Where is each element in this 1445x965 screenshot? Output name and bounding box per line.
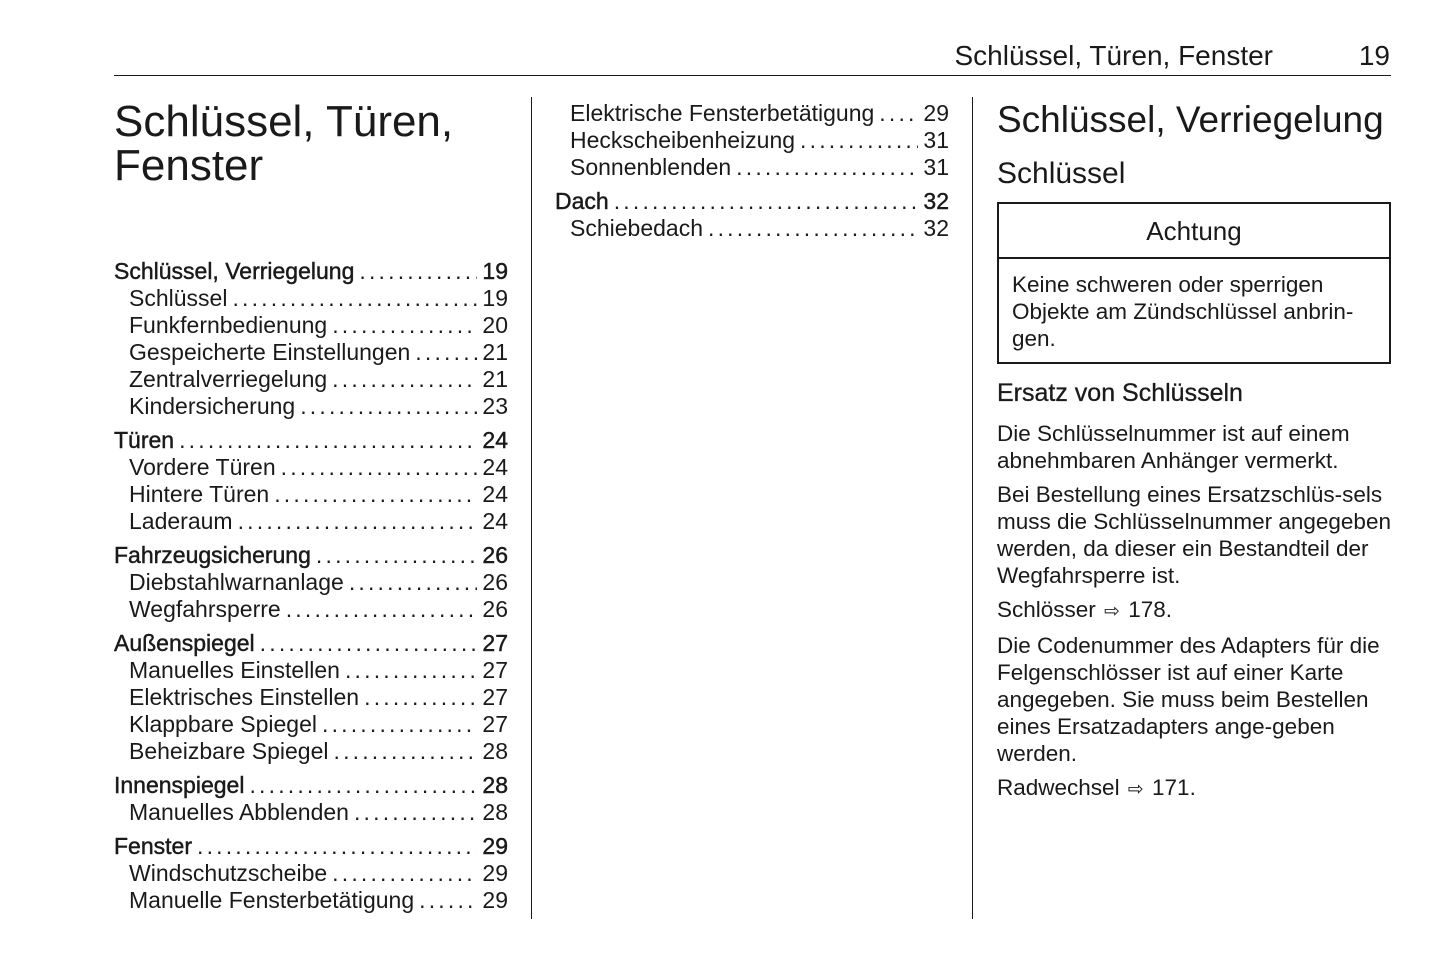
toc-label: Fenster bbox=[114, 833, 192, 859]
paragraph bbox=[997, 420, 1391, 474]
dot-leader bbox=[249, 772, 477, 799]
toc-label: Schiebedach bbox=[570, 215, 703, 241]
dot-leader bbox=[419, 887, 477, 914]
toc-label: Diebstahlwarnanlage bbox=[129, 569, 344, 595]
toc-chapter-entry[interactable] bbox=[114, 630, 508, 657]
toc-page-number: 28 bbox=[482, 772, 508, 798]
toc-entry[interactable] bbox=[555, 215, 949, 242]
toc-entry[interactable] bbox=[555, 127, 949, 154]
toc-page-number: 27 bbox=[482, 711, 508, 737]
toc-page-number: 28 bbox=[482, 799, 508, 825]
toc-label: Dach bbox=[555, 188, 609, 214]
toc-entry[interactable] bbox=[114, 454, 508, 481]
toc-page-number: 21 bbox=[482, 339, 508, 365]
dot-leader bbox=[232, 285, 477, 312]
toc-entry[interactable] bbox=[114, 799, 508, 826]
cross-reference-arrow-icon: ⇨ bbox=[1127, 779, 1144, 800]
toc-page-number: 24 bbox=[482, 454, 508, 480]
warning-box bbox=[997, 202, 1391, 364]
toc-page-number: 27 bbox=[482, 630, 508, 656]
dot-leader bbox=[354, 799, 477, 826]
dot-leader bbox=[708, 215, 918, 242]
toc-page-number: 26 bbox=[482, 542, 508, 568]
toc-group bbox=[555, 188, 949, 242]
warning-text: Keine schweren oder sperrigen Objekte am Zündschlüssel anbrin-gen. bbox=[1012, 272, 1354, 351]
toc-page-number: 29 bbox=[923, 100, 949, 126]
toc-label: Gespeicherte Einstellungen bbox=[129, 339, 411, 365]
toc-label: Windschutzscheibe bbox=[129, 860, 328, 886]
chapter-title-line: Schlüssel, Türen, bbox=[114, 97, 454, 146]
subsubsection-title: Ersatz von Schlüsseln bbox=[997, 379, 1243, 407]
dot-leader bbox=[238, 508, 478, 535]
toc-entry[interactable] bbox=[114, 339, 508, 366]
dot-leader bbox=[415, 339, 477, 366]
dot-leader bbox=[300, 393, 477, 420]
toc-chapter-entry[interactable] bbox=[114, 772, 508, 799]
toc-entry[interactable] bbox=[114, 684, 508, 711]
toc-label: Türen bbox=[114, 427, 175, 453]
toc-label: Klappbare Spiegel bbox=[129, 711, 317, 737]
section-content bbox=[997, 98, 1391, 810]
toc-chapter-entry[interactable] bbox=[114, 258, 508, 285]
toc-entry[interactable] bbox=[114, 312, 508, 339]
toc-page-number: 29 bbox=[482, 833, 508, 859]
toc-label: Schlüssel bbox=[129, 285, 228, 311]
toc-label: Fahrzeugsicherung bbox=[114, 542, 311, 568]
toc-entry[interactable] bbox=[114, 711, 508, 738]
dot-leader bbox=[316, 542, 478, 569]
toc-entry[interactable] bbox=[555, 100, 949, 127]
dot-leader bbox=[179, 427, 477, 454]
dot-leader bbox=[332, 860, 477, 887]
page-number: 19 bbox=[1358, 40, 1390, 71]
toc-page-number: 29 bbox=[482, 860, 508, 886]
toc-label: Manuelle Fensterbetätigung bbox=[129, 887, 415, 913]
toc-group bbox=[114, 542, 508, 623]
toc-page-number: 32 bbox=[923, 215, 949, 241]
toc-page-number: 19 bbox=[482, 258, 508, 284]
toc-label: Hintere Türen bbox=[129, 481, 270, 507]
toc-chapter-entry[interactable] bbox=[114, 542, 508, 569]
toc-label: Elektrische Fensterbetätigung bbox=[570, 100, 875, 126]
toc-label: Sonnenblenden bbox=[570, 154, 732, 180]
dot-leader bbox=[879, 100, 918, 127]
dot-leader bbox=[364, 684, 477, 711]
toc-page-number: 32 bbox=[923, 188, 949, 214]
running-header-title: Schlüssel, Türen, Fenster bbox=[954, 40, 1273, 71]
dot-leader bbox=[274, 481, 477, 508]
toc-entry[interactable] bbox=[114, 657, 508, 684]
paragraph bbox=[997, 481, 1391, 589]
paragraph-text: Schlösser bbox=[997, 597, 1096, 622]
toc-page-number: 26 bbox=[482, 596, 508, 622]
cross-reference-link[interactable]: 171. bbox=[1152, 775, 1196, 800]
toc-group bbox=[114, 258, 508, 420]
toc-entry[interactable] bbox=[114, 860, 508, 887]
toc-label: Laderaum bbox=[129, 508, 233, 534]
toc-entry[interactable] bbox=[114, 481, 508, 508]
toc-page-number: 21 bbox=[482, 366, 508, 392]
toc-label: Innenspiegel bbox=[114, 772, 245, 798]
toc-label: Zentralverriegelung bbox=[129, 366, 328, 392]
dot-leader bbox=[349, 569, 478, 596]
toc-group bbox=[114, 630, 508, 765]
section-title: Schlüssel, Verriegelung bbox=[997, 99, 1384, 140]
dot-leader bbox=[286, 596, 478, 623]
toc-label: Kindersicherung bbox=[129, 393, 296, 419]
toc-page-number: 19 bbox=[482, 285, 508, 311]
chapter-title-line: Fenster bbox=[114, 141, 264, 190]
toc-page-number: 24 bbox=[482, 427, 508, 453]
warning-heading: Achtung bbox=[999, 204, 1389, 259]
toc-page-number: 28 bbox=[482, 738, 508, 764]
dot-leader bbox=[332, 312, 477, 339]
toc-page-number: 27 bbox=[482, 684, 508, 710]
toc-entry[interactable] bbox=[555, 154, 949, 181]
paragraph bbox=[997, 774, 1391, 803]
paragraph-text: Die Codenummer des Adapters für die Felgenschlösser ist auf einer Karte angegeben. Sie muss beim Bestellen eines Ersatzadapters ange-geben werden. bbox=[997, 633, 1380, 766]
column-divider bbox=[972, 97, 973, 919]
toc-group bbox=[114, 427, 508, 535]
toc-entry[interactable] bbox=[114, 738, 508, 765]
cross-reference-link[interactable]: 178. bbox=[1128, 597, 1173, 622]
dot-leader bbox=[359, 258, 477, 285]
dot-leader bbox=[345, 657, 477, 684]
toc-chapter-entry[interactable] bbox=[555, 188, 949, 215]
dot-leader bbox=[800, 127, 918, 154]
paragraph bbox=[997, 632, 1391, 767]
toc-group bbox=[114, 772, 508, 826]
paragraph bbox=[997, 596, 1391, 625]
dot-leader bbox=[260, 630, 478, 657]
toc-label: Wegfahrsperre bbox=[129, 596, 281, 622]
toc-page-number: 24 bbox=[482, 508, 508, 534]
dot-leader bbox=[333, 738, 477, 765]
dot-leader bbox=[197, 833, 477, 860]
toc-page-number: 31 bbox=[923, 127, 949, 153]
toc-page-number: 20 bbox=[482, 312, 508, 338]
dot-leader bbox=[614, 188, 919, 215]
toc-label: Schlüssel, Verriegelung bbox=[114, 258, 355, 284]
toc-label: Außenspiegel bbox=[114, 630, 255, 656]
cross-reference-arrow-icon: ⇨ bbox=[1104, 601, 1120, 622]
toc-page-number: 23 bbox=[482, 393, 508, 419]
dot-leader bbox=[332, 366, 477, 393]
toc-entry[interactable] bbox=[114, 569, 508, 596]
toc-entry[interactable] bbox=[114, 366, 508, 393]
toc-group bbox=[555, 100, 949, 181]
dot-leader bbox=[281, 454, 478, 481]
toc-label: Manuelles Einstellen bbox=[129, 657, 340, 683]
toc-page-number: 26 bbox=[482, 569, 508, 595]
paragraph-text: Radwechsel bbox=[997, 775, 1120, 800]
toc-entry[interactable] bbox=[114, 285, 508, 312]
toc-page-number: 29 bbox=[482, 887, 508, 913]
dot-leader bbox=[736, 154, 918, 181]
toc-page-number: 31 bbox=[923, 154, 949, 180]
column-divider bbox=[531, 97, 532, 919]
table-of-contents-continued bbox=[555, 100, 949, 249]
header-rule bbox=[114, 75, 1391, 76]
toc-entry[interactable] bbox=[114, 508, 508, 535]
toc-entry[interactable] bbox=[114, 596, 508, 623]
toc-label: Funkfernbedienung bbox=[129, 312, 328, 338]
toc-label: Elektrisches Einstellen bbox=[129, 684, 360, 710]
toc-page-number: 27 bbox=[482, 657, 508, 683]
toc-entry[interactable] bbox=[114, 887, 508, 914]
toc-chapter-entry[interactable] bbox=[114, 427, 508, 454]
toc-label: Manuelles Abblenden bbox=[129, 799, 349, 825]
table-of-contents bbox=[114, 258, 508, 921]
body-text bbox=[997, 420, 1391, 803]
subsection-title: Schlüssel bbox=[997, 157, 1126, 190]
dot-leader bbox=[322, 711, 477, 738]
paragraph-text: Die Schlüsselnummer ist auf einem abnehmbaren Anhänger vermerkt. bbox=[997, 421, 1350, 473]
toc-entry[interactable] bbox=[114, 393, 508, 420]
toc-label: Beheizbare Spiegel bbox=[129, 738, 329, 764]
toc-group bbox=[114, 833, 508, 914]
paragraph-text: Bei Bestellung eines Ersatzschlüs-sels muss die Schlüsselnummer angegeben werden, da dieser ein Bestandteil der Wegfahrsperre ist. bbox=[997, 482, 1391, 588]
toc-page-number: 24 bbox=[482, 481, 508, 507]
toc-label: Vordere Türen bbox=[129, 454, 276, 480]
toc-chapter-entry[interactable] bbox=[114, 833, 508, 860]
toc-label: Heckscheibenheizung bbox=[570, 127, 796, 153]
chapter-title bbox=[114, 97, 514, 190]
